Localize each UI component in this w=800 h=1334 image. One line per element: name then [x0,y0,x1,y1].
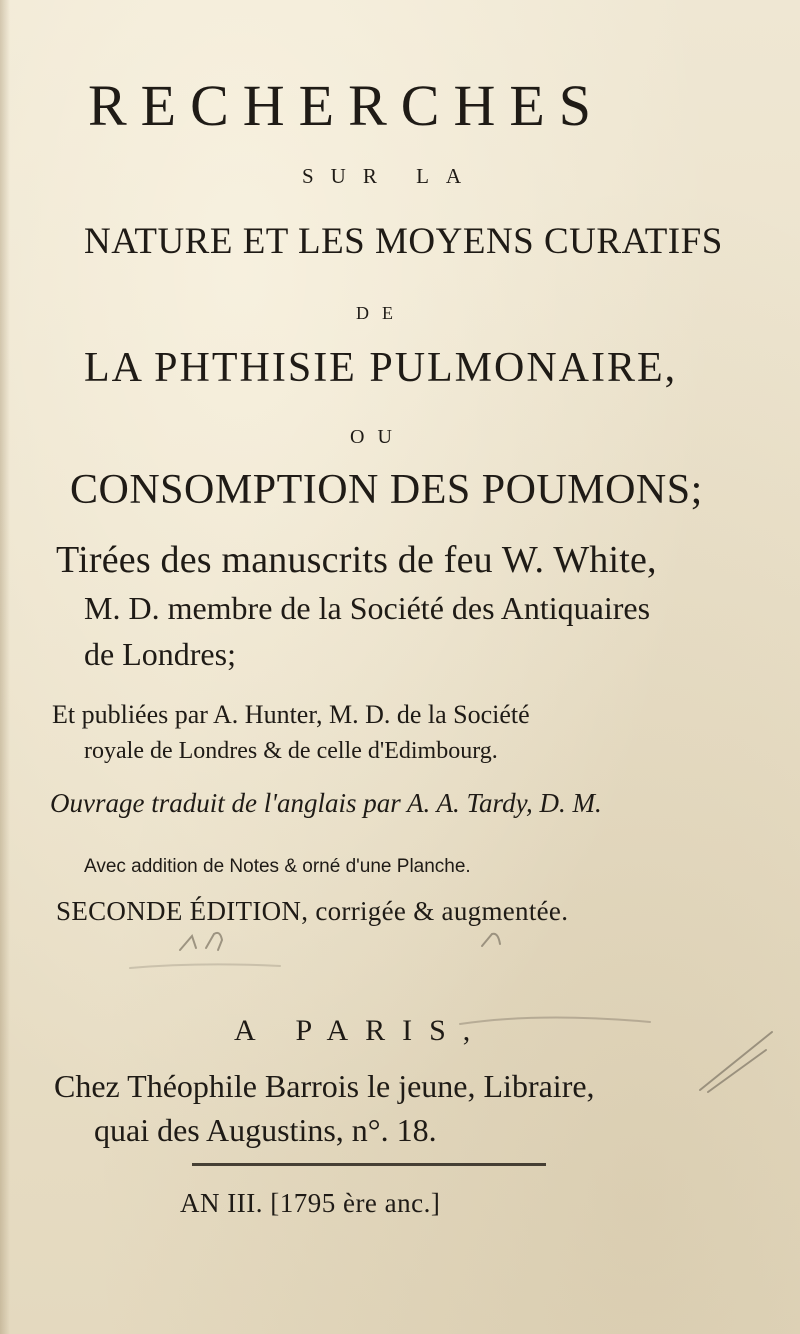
de-connector: DE [356,303,406,323]
translation-credit: Ouvrage traduit de l'anglais par A. A. Tardy, D. M. [50,788,602,818]
binding-shadow [0,0,10,1334]
publisher-line-2: quai des Augustins, n°. 18. [94,1112,437,1148]
disease-title: LA PHTHISIE PULMONAIRE, [84,345,678,391]
ou-connector: OU [350,426,405,448]
subtitle-nature-line: NATURE ET LES MOYENS CURATIFS [84,221,723,262]
alternate-title: CONSOMPTION DES POUMONS; [70,467,703,513]
pencil-mark-1 [180,936,196,950]
publisher-line-1: Chez Théophile Barrois le jeune, Libraire, [54,1068,595,1104]
edition-statement: SECONDE ÉDITION, corrigée & augmentée. [56,896,569,926]
published-line-2: royale de Londres & de celle d'Edimbourg. [84,738,498,764]
pencil-mark-margin [700,1032,772,1092]
pencil-smudge [130,964,280,968]
published-line-1: Et publiées par A. Hunter, M. D. de la Société [52,700,530,729]
imprint-rule [192,1163,546,1166]
source-line-1: Tirées des manuscrits de feu W. White, [56,539,657,581]
pencil-stroke-right [460,1017,650,1024]
imprint-place: A PARIS, [234,1014,488,1047]
source-line-3: de Londres; [84,636,236,672]
sur-la-connector: SUR LA [302,164,479,188]
pencil-mark-3 [482,934,500,946]
imprint-date: AN III. [1795 ère anc.] [180,1188,441,1218]
source-line-2: M. D. membre de la Société des Antiquaires [84,590,651,626]
book-title: RECHERCHES [88,73,606,138]
additions-note: Avec addition de Notes & orné d'une Planche. [84,856,471,877]
pencil-mark-2 [206,933,222,950]
